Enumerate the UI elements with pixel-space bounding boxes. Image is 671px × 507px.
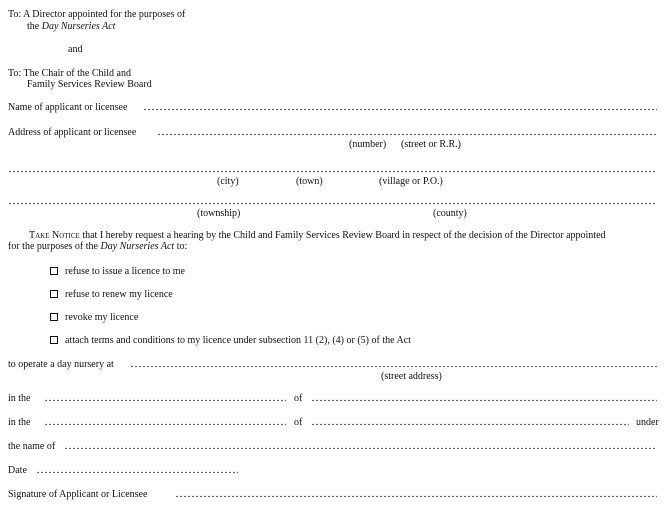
township-county-field[interactable] [8, 202, 657, 205]
name-of-field[interactable] [64, 447, 657, 450]
name-field[interactable] [143, 108, 657, 111]
attach-terms-label: attach terms and conditions to my licence under subsection 11 (2), (4) or (5) of the Act [65, 335, 411, 346]
under-label: under [636, 417, 659, 428]
in-the-field-2[interactable] [44, 423, 286, 426]
take-notice-heading: Take Notice [29, 230, 80, 241]
street-caption: (street or R.R.) [401, 139, 461, 150]
city-caption: (city) [217, 176, 239, 187]
attach-terms-checkbox[interactable] [50, 336, 58, 344]
signature-label: Signature of Applicant or Licensee [8, 489, 148, 500]
to-director-line2-prefix: the [27, 21, 42, 32]
notice-line1-rest: that I hereby request a hearing by the Child and Family Services Review Board in respect of the decision of the Director appointed [79, 230, 606, 241]
to-chair-line1: To: The Chair of the Child and [8, 68, 131, 79]
revoke-label: revoke my licence [65, 312, 139, 323]
notice-line1 [29, 230, 606, 241]
of-field-1[interactable] [311, 399, 657, 402]
operate-label: to operate a day nursery at [8, 359, 114, 370]
signature-field[interactable] [175, 495, 657, 498]
name-of-label: the name of [8, 441, 56, 452]
town-caption: (town) [296, 176, 323, 187]
date-label: Date [8, 465, 27, 476]
notice-line2 [8, 241, 187, 252]
notice-act-title: Day Nurseries Act [100, 241, 175, 252]
street-address-caption: (street address) [381, 371, 442, 382]
street-address-field[interactable] [130, 365, 657, 368]
to-director-line1: To: A Director appointed for the purposes of [8, 9, 186, 20]
in-the-field-1[interactable] [44, 399, 286, 402]
to-director-line2 [27, 21, 115, 32]
to-chair-line2: Family Services Review Board [27, 79, 152, 90]
notice-line2-suffix: to: [174, 241, 188, 252]
of-label-1: of [294, 393, 303, 404]
refuse-renew-label: refuse to renew my licence [65, 289, 173, 300]
village-caption: (village or P.O.) [379, 176, 443, 187]
name-label: Name of applicant or licensee [8, 102, 128, 113]
address-label: Address of applicant or licensee [8, 127, 137, 138]
city-town-village-field[interactable] [8, 170, 657, 173]
address-field[interactable] [157, 133, 657, 136]
date-field[interactable] [36, 471, 238, 474]
revoke-checkbox[interactable] [50, 313, 58, 321]
township-caption: (township) [197, 208, 241, 219]
in-the-label-2: in the [8, 417, 31, 428]
of-label-2: of [294, 417, 303, 428]
day-nurseries-act-title: Day Nurseries Act [41, 21, 116, 32]
refuse-issue-label: refuse to issue a licence to me [65, 266, 185, 277]
refuse-renew-checkbox[interactable] [50, 290, 58, 298]
and-connector: and [68, 44, 83, 55]
notice-line2-prefix: for the purposes of the [8, 241, 101, 252]
refuse-issue-checkbox[interactable] [50, 267, 58, 275]
in-the-label-1: in the [8, 393, 31, 404]
of-field-2[interactable] [311, 423, 629, 426]
number-caption: (number) [349, 139, 387, 150]
county-caption: (county) [433, 208, 467, 219]
